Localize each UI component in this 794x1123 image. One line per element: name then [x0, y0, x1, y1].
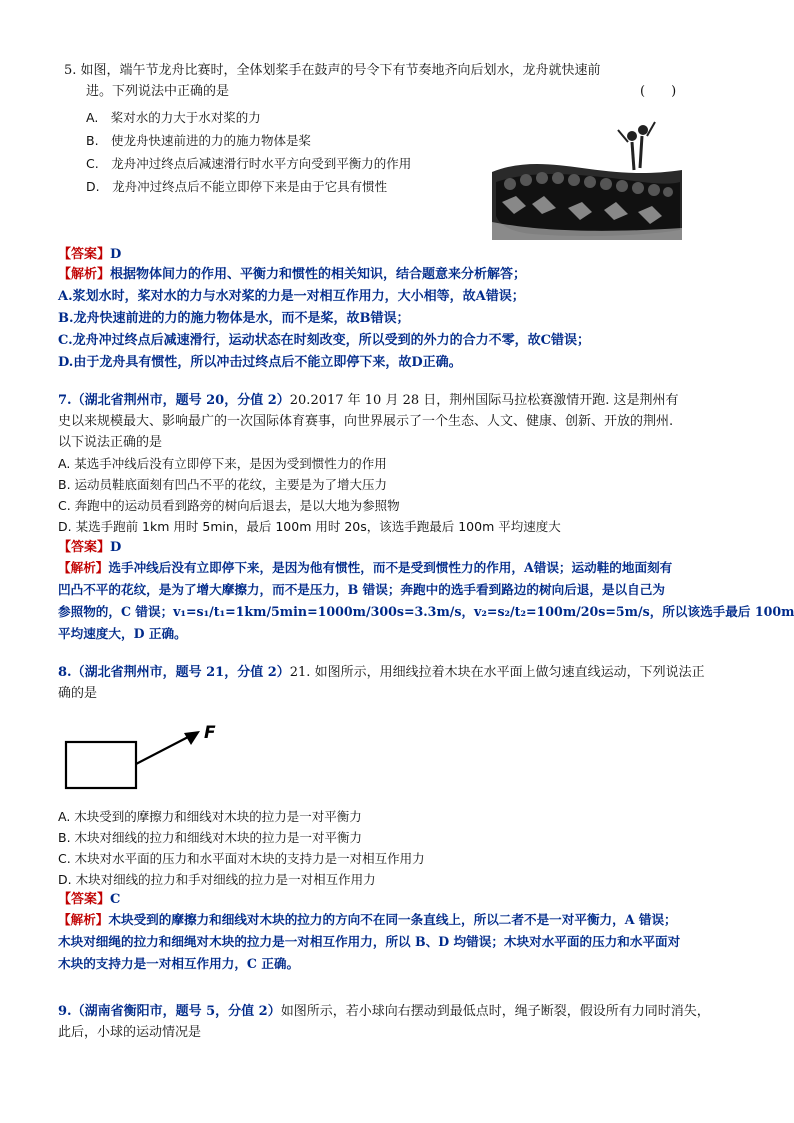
q8-option-d: D. 木块对细线的拉力和手对细线的拉力是一对相互作用力 — [58, 872, 376, 887]
q5-analysis-line-3: B.龙舟快速前进的力的施力物体是水，而不是桨，故B错误； — [58, 311, 410, 326]
q5-analysis-line-1: 根据物体间力的作用、平衡力和惯性的相关知识，结合题意来分析解答； — [110, 267, 527, 282]
q7-source-head: 7.（湖北省荆州市，题号 20，分值 2） — [58, 393, 290, 408]
q8-option-a: A. 木块受到的摩擦力和细线对木块的拉力是一对平衡力 — [58, 809, 362, 824]
q5-analysis-line-5: D.由于龙舟具有惯性，所以冲击过终点后不能立即停下来，故D正确。 — [58, 355, 462, 370]
q8-analysis-line-3: 木块的支持力是一对相互作用力，C 正确。 — [58, 956, 300, 971]
q8-analysis-line-2: 木块对细绳的拉力和细绳对木块的拉力是一对相互作用力，所以 B、D 均错误；木块对水平面的压力和水平面对 — [58, 934, 681, 949]
q5-stem-line-1: 5. 如图，端午节龙舟比赛时，全体划桨手在鼓声的号令下有节奏地齐向后划水，龙舟就快速前 — [64, 63, 601, 78]
q9-stem-line-1: 如图所示，若小球向右摆动到最低点时，绳子断裂，假设所有力同时消失， — [280, 1004, 710, 1019]
q8-stem-line-2: 确的是 — [58, 686, 98, 701]
q7-answer-label: 【答案】 — [58, 540, 111, 555]
question-9 — [58, 1001, 758, 1043]
q8-answer-value: C — [110, 892, 121, 907]
q7-stem-line-2: 史以来规模最大、影响最广的一次国际体育赛事，向世界展示了一个生态、人文、健康、创新、开放的荆州. — [58, 414, 674, 429]
q8-source-head: 8.（湖北省荆州市，题号 21，分值 2） — [58, 665, 290, 680]
q8-analysis-line-1: 木块受到的摩擦力和细线对木块的拉力的方向不在同一条直线上，所以二者不是一对平衡力，A 错误； — [108, 912, 677, 927]
q5-option-c: C. 龙舟冲过终点后减速滑行时水平方向受到平衡力的作用 — [86, 156, 412, 171]
q5-answer-label: 【答案】 — [58, 247, 111, 262]
wooden-block — [66, 742, 136, 788]
q5-options — [86, 106, 506, 198]
q8-analysis-label: 【解析】 — [58, 912, 109, 927]
q7-option-c: C. 奔跑中的运动员看到路旁的树向后退去，是以大地为参照物 — [58, 498, 400, 513]
q7-analysis-line-4: 平均速度大，D 正确。 — [58, 626, 187, 641]
q5-analysis-line-4: C.龙舟冲过终点后减速滑行，运动状态在时刻改变，所以受到的外力的合力不零，故C错误； — [58, 333, 590, 348]
q5-answer-value: D — [110, 247, 122, 262]
q5-analysis-line-2: A.浆划水时，桨对水的力与水对桨的力是一对相互作用力，大小相等，故A错误； — [58, 289, 525, 304]
q5-option-b: B. 使龙舟快速前进的力的施力物体是桨 — [86, 133, 312, 148]
q7-stem-line-1: 20.2017 年 10 月 28 日，荆州国际马拉松赛激情开跑. 这是荆州有 — [289, 393, 679, 408]
q5-analysis-label: 【解析】 — [58, 267, 111, 282]
q7-option-d: D. 某选手跑前 1km 用时 5min，最后 100m 用时 20s，该选手跑最后 100m 平均速度大 — [58, 519, 561, 534]
q5-analysis — [58, 264, 748, 374]
block-force-diagram — [60, 716, 230, 796]
q8-option-b: B. 木块对细线的拉力和细线对木块的拉力是一对平衡力 — [58, 830, 363, 845]
q8-stem-line-1: 21. 如图所示，用细线拉着木块在水平面上做匀速直线运动，下列说法正 — [289, 665, 705, 680]
q9-stem-line-2: 此后，小球的运动情况是 — [58, 1025, 202, 1040]
q7-answer-value: D — [110, 540, 122, 555]
q5-answer-paren: ( ) — [640, 84, 677, 99]
q7-analysis-line-1: 选手冲线后没有立即停下来，是因为他有惯性，而不是受到惯性力的作用，A错误；运动鞋的地面刻有 — [108, 560, 673, 575]
q5-answer — [58, 244, 121, 265]
q7-stem-line-3: 以下说法正确的是 — [58, 435, 163, 450]
q8-answer — [58, 889, 120, 910]
q5-option-a: A. 桨对水的力大于水对桨的力 — [86, 110, 261, 125]
q9-source-head: 9.（湖南省衡阳市，题号 5，分值 2） — [58, 1004, 281, 1019]
force-label: F — [204, 723, 216, 743]
q7-options — [58, 453, 758, 537]
question-8 — [58, 662, 758, 704]
q5-option-d: D. 龙舟冲过终点后不能立即停下来是由于它具有惯性 — [86, 179, 388, 194]
q8-analysis — [58, 909, 758, 975]
question-7 — [58, 390, 758, 453]
q7-answer — [58, 537, 121, 558]
q8-option-c: C. 木块对水平面的压力和水平面对木块的支持力是一对相互作用力 — [58, 851, 425, 866]
q7-analysis — [58, 557, 794, 645]
q8-answer-label: 【答案】 — [58, 892, 111, 907]
q7-option-b: B. 运动员鞋底面刻有凹凸不平的花纹，主要是为了增大压力 — [58, 477, 388, 492]
pull-string — [136, 736, 190, 764]
q7-analysis-label: 【解析】 — [58, 560, 109, 575]
q8-options — [58, 806, 758, 890]
q7-analysis-line-3: 参照物的，C 错误；v₁=s₁/t₁=1km/5min=1000m/300s=3.3m/s，v₂=s₂/t₂=100m/20s=5m/s，所以该选手最后 100m — [58, 604, 794, 619]
q7-option-a: A. 某选手冲线后没有立即停下来，是因为受到惯性力的作用 — [58, 456, 387, 471]
dragon-boat-photo — [492, 112, 682, 240]
q7-analysis-line-2: 凹凸不平的花纹，是为了增大摩擦力，而不是压力，B 错误；奔跑中的选手看到路边的树向后退，是以自己为 — [58, 582, 665, 597]
q5-stem-line-2: 进。下列说法中正确的是 — [86, 84, 230, 99]
